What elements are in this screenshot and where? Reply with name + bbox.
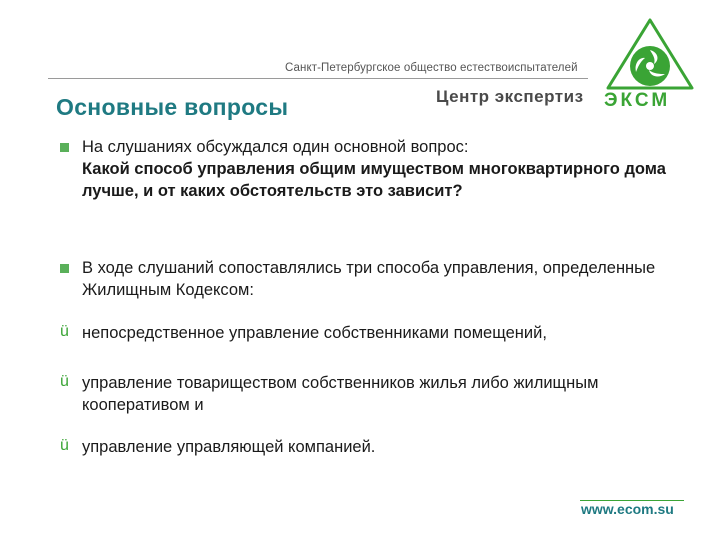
check-text: управление товариществом собственников жилья либо жилищным кооперативом и xyxy=(82,374,599,414)
bullet-text: На слушаниях обсуждался один основной вопрос: xyxy=(82,138,469,156)
square-bullet-icon xyxy=(60,143,69,152)
logo-wordmark: ЭКСМ xyxy=(604,90,671,111)
bullet-text: В ходе слушаний сопоставлялись три способа управления, определенные Жилищным Кодексом: xyxy=(82,259,656,299)
center-name: Центр экспертиз xyxy=(436,87,584,106)
header-divider xyxy=(48,78,588,79)
square-bullet-icon xyxy=(60,264,69,273)
check-text: управление управляющей компанией. xyxy=(82,438,376,456)
checkmark-icon: ü xyxy=(60,437,69,454)
checkmark-icon: ü xyxy=(60,373,69,390)
page-title: Основные вопросы xyxy=(56,94,289,120)
bullet-question: Какой способ управления общим имуществом многоквартирного дома лучше, и от каких обстоятельств это зависит? xyxy=(82,160,666,200)
ecom-logo-icon xyxy=(604,16,696,90)
organization-name: Санкт-Петербургское общество естествоиспытателей xyxy=(285,62,578,74)
website-link[interactable]: www.ecom.su xyxy=(581,501,674,517)
checkmark-icon: ü xyxy=(60,323,69,340)
check-text: непосредственное управление собственниками помещений, xyxy=(82,324,547,342)
